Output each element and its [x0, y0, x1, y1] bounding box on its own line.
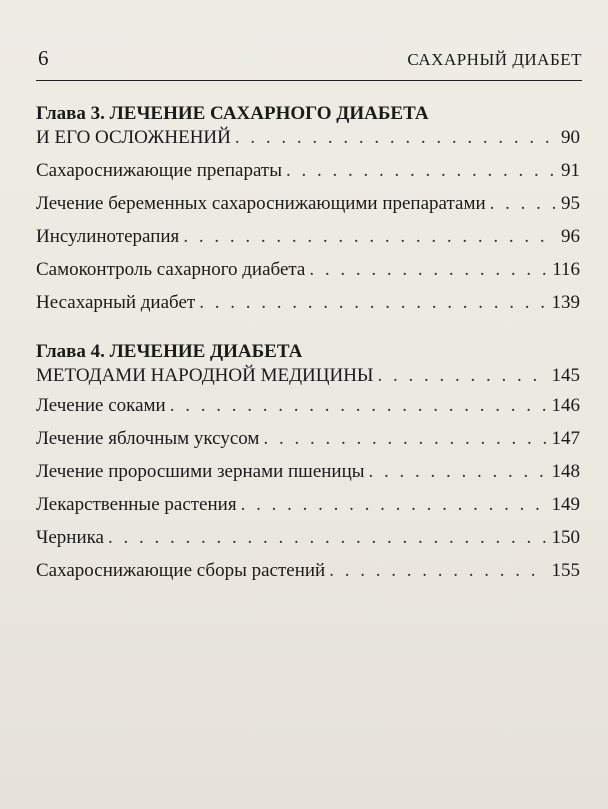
toc-entry[interactable] — [36, 428, 580, 452]
dot-leader — [286, 160, 555, 182]
toc-entry-page: 139 — [551, 292, 580, 313]
dot-leader — [309, 259, 546, 281]
chapter-heading — [36, 102, 580, 150]
dot-leader — [490, 193, 555, 215]
toc-entry[interactable] — [36, 494, 580, 518]
chapter-heading — [36, 340, 580, 388]
chapter-label: Глава 4. — [36, 341, 105, 362]
chapter-page-ref: 90 — [561, 127, 580, 148]
toc-entry[interactable] — [36, 226, 580, 250]
toc-entry-page: 147 — [551, 428, 580, 449]
toc-entry[interactable] — [36, 461, 580, 485]
chapter-heading-line-1 — [36, 340, 580, 364]
dot-leader — [329, 560, 545, 582]
chapter-heading-line-1 — [36, 102, 580, 126]
toc-entry-title: Лекарственные растения — [36, 494, 237, 515]
toc-entry-title: Сахароснижающие сборы растений — [36, 560, 326, 581]
chapter-title-part-2: И ЕГО ОСЛОЖНЕНИЙ — [36, 127, 231, 148]
toc-entry-title: Несахарный диабет — [36, 292, 196, 313]
chapter-title-part-1: ЛЕЧЕНИЕ САХАРНОГО ДИАБЕТА — [109, 103, 429, 124]
chapter-4-section — [36, 340, 580, 584]
toc-entry-title: Инсулинотерапия — [36, 226, 180, 247]
toc-entry-title: Самоконтроль сахарного диабета — [36, 259, 306, 280]
toc-entry-title: Лечение яблочным уксусом — [36, 428, 260, 449]
dot-leader — [108, 527, 546, 549]
toc-entry-page: 91 — [561, 160, 580, 181]
toc-entry[interactable] — [36, 160, 580, 184]
dot-leader — [377, 364, 545, 388]
toc-entry-page: 95 — [561, 193, 580, 214]
dot-leader — [183, 226, 555, 248]
toc-entry-list — [36, 395, 580, 584]
running-head — [36, 40, 582, 81]
chapter-3-section — [36, 102, 580, 316]
toc-entry-page: 146 — [551, 395, 580, 416]
dot-leader — [241, 494, 546, 516]
chapter-page-ref: 145 — [551, 365, 580, 386]
toc-entry-page: 116 — [552, 259, 580, 280]
dot-leader — [263, 428, 545, 450]
toc-entry-title: Лечение проросшими зернами пшеницы — [36, 461, 365, 482]
chapter-title-part-1: ЛЕЧЕНИЕ ДИАБЕТА — [109, 341, 303, 362]
toc-entry[interactable] — [36, 395, 580, 419]
page-number: 6 — [38, 46, 49, 70]
chapter-heading-line-2[interactable] — [36, 126, 580, 150]
toc-entry[interactable] — [36, 527, 580, 551]
dot-leader — [369, 461, 546, 483]
toc-entry-page: 148 — [551, 461, 580, 482]
chapter-label: Глава 3. — [36, 103, 105, 124]
toc-entry-title: Сахароснижающие препараты — [36, 160, 282, 181]
chapter-heading-line-2[interactable] — [36, 364, 580, 388]
toc-entry[interactable] — [36, 292, 580, 316]
toc-entry-list — [36, 160, 580, 316]
toc-entry-page: 150 — [551, 527, 580, 548]
toc-entry-page: 96 — [561, 226, 580, 247]
toc-entry-title: Лечение беременных сахароснижающими препаратами — [36, 193, 486, 214]
toc-entry-page: 149 — [551, 494, 580, 515]
toc-entry[interactable] — [36, 560, 580, 584]
toc-entry[interactable] — [36, 259, 580, 283]
dot-leader — [235, 126, 555, 150]
toc-entry-title: Черника — [36, 527, 104, 548]
dot-leader — [170, 395, 546, 417]
running-head-title: САХАРНЫЙ ДИАБЕТ — [407, 50, 582, 69]
toc-entry-page: 155 — [551, 560, 580, 581]
dot-leader — [199, 292, 545, 314]
chapter-title-part-2: МЕТОДАМИ НАРОДНОЙ МЕДИЦИНЫ — [36, 365, 374, 386]
toc-entry[interactable] — [36, 193, 580, 217]
toc-entry-title: Лечение соками — [36, 395, 166, 416]
